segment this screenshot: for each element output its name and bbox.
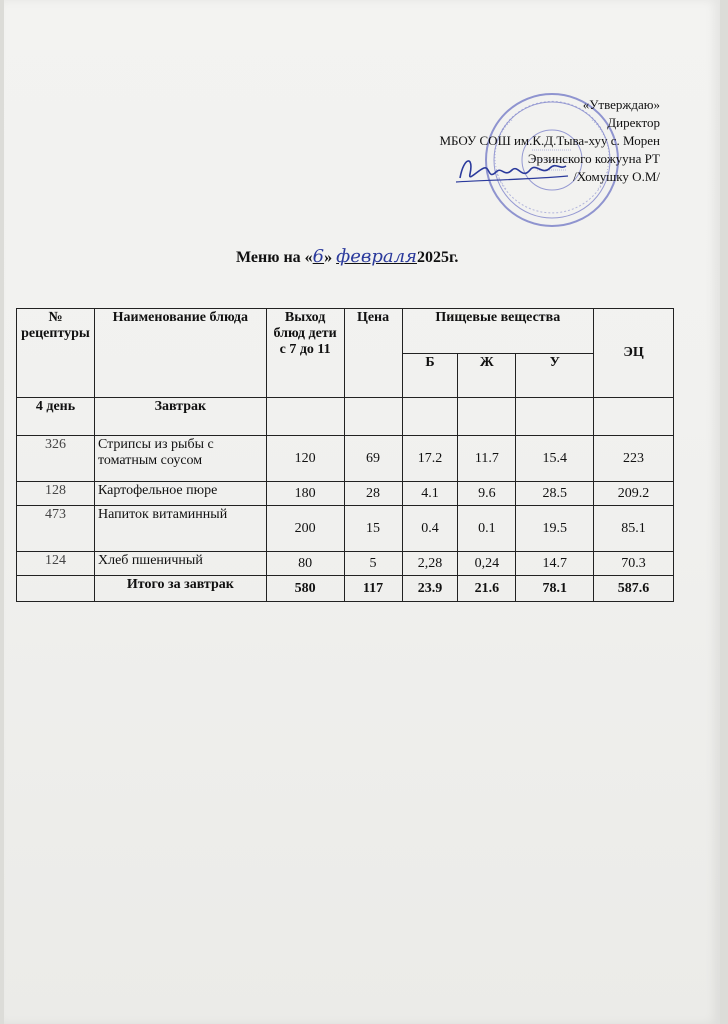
dish-zh: 0,24 (458, 552, 516, 576)
header-yield: Выход блюд дети с 7 до 11 (266, 309, 344, 398)
dish-u: 15.4 (516, 436, 594, 482)
section-meal: Завтрак (94, 398, 266, 436)
dish-b: 17.2 (402, 436, 458, 482)
dish-ec: 70.3 (594, 552, 674, 576)
total-zh: 21.6 (458, 576, 516, 602)
menu-table (16, 308, 674, 602)
total-b: 23.9 (402, 576, 458, 602)
total-ec: 587.6 (594, 576, 674, 602)
total-price: 117 (344, 576, 402, 602)
dish-yield: 80 (266, 552, 344, 576)
table-row (17, 506, 674, 552)
dish-b: 2,28 (402, 552, 458, 576)
approval-line: МБОУ СОШ им.К.Д.Тыва-хуу с. Морен (439, 133, 660, 148)
header-b: Б (402, 353, 458, 398)
title-mid: » (324, 249, 337, 266)
dish-zh: 11.7 (458, 436, 516, 482)
dish-zh: 9.6 (458, 482, 516, 506)
title-month: февраля (336, 246, 417, 267)
dish-ec: 223 (594, 436, 674, 482)
total-yield: 580 (266, 576, 344, 602)
dish-price: 69 (344, 436, 402, 482)
title-prefix: Меню на « (236, 249, 313, 266)
header-recipe: № рецептуры (17, 309, 95, 398)
section-day: 4 день (17, 398, 95, 436)
title-year: 2025г. (416, 249, 459, 266)
dish-u: 14.7 (516, 552, 594, 576)
recipe-code: 124 (17, 552, 95, 576)
total-u: 78.1 (516, 576, 594, 602)
header-zh: Ж (458, 353, 516, 398)
table-row (17, 436, 674, 482)
dish-u: 28.5 (516, 482, 594, 506)
dish-price: 15 (344, 506, 402, 552)
header-ec: ЭЦ (594, 309, 674, 398)
recipe-code: 473 (17, 506, 95, 552)
dish-yield: 120 (266, 436, 344, 482)
table-row (17, 482, 674, 506)
dish-zh: 0.1 (458, 506, 516, 552)
recipe-code: 326 (17, 436, 95, 482)
dish-name: Хлеб пшеничный (94, 552, 266, 576)
section-row (17, 398, 674, 436)
approval-line: «Утверждаю» (582, 97, 660, 112)
dish-name: Стрипсы из рыбы с томатным соусом (94, 436, 266, 482)
approval-line: /Хомушку О.М/ (573, 169, 660, 184)
dish-ec: 209.2 (594, 482, 674, 506)
total-row (17, 576, 674, 602)
handwritten-signature (452, 150, 572, 190)
header-price: Цена (344, 309, 402, 398)
dish-price: 28 (344, 482, 402, 506)
header-u: У (516, 353, 594, 398)
table-header-row (17, 309, 674, 354)
dish-price: 5 (344, 552, 402, 576)
recipe-code: 128 (17, 482, 95, 506)
total-label: Итого за завтрак (94, 576, 266, 602)
header-nutrients: Пищевые вещества (402, 309, 594, 354)
dish-name: Напиток витаминный (94, 506, 266, 552)
dish-name: Картофельное пюре (94, 482, 266, 506)
approval-line: Директор (607, 115, 660, 130)
document-page (4, 0, 720, 1024)
dish-ec: 85.1 (594, 506, 674, 552)
table-row (17, 552, 674, 576)
dish-yield: 180 (266, 482, 344, 506)
page-title (236, 246, 458, 267)
dish-u: 19.5 (516, 506, 594, 552)
title-day: 6 (312, 246, 325, 267)
dish-b: 4.1 (402, 482, 458, 506)
dish-yield: 200 (266, 506, 344, 552)
approval-line: Эрзинского кожууна РТ (527, 151, 660, 166)
header-name: Наименование блюда (94, 309, 266, 398)
dish-b: 0.4 (402, 506, 458, 552)
